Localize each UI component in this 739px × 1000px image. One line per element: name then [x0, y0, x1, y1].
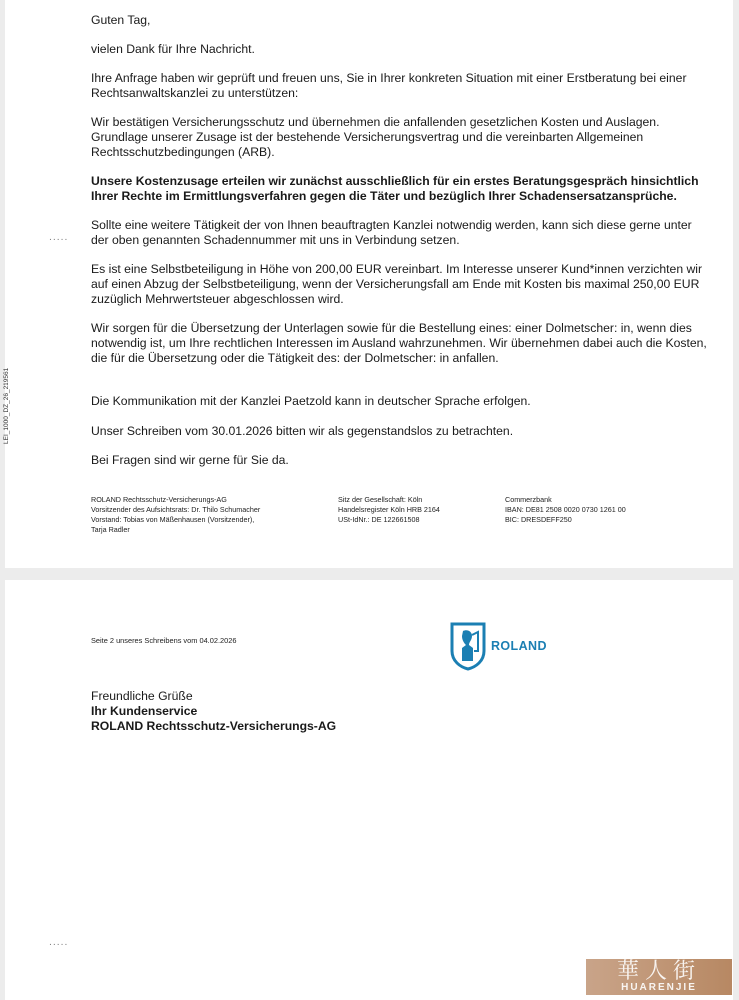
closing-text: Freundliche Grüße — [91, 689, 193, 703]
footer-registry — [338, 495, 440, 525]
greeting: Guten Tag, — [91, 13, 151, 27]
footer-bank-line: IBAN: DE81 2508 0020 0730 1261 00 — [505, 505, 626, 514]
footer-registry-line: Handelsregister Köln HRB 2164 — [338, 505, 440, 514]
cost-commitment-paragraph: Unsere Kostenzusage erteilen wir zunächst ausschließlich für ein erstes Beratungsgespräch hinsichtlich Ihrer Rechte im Ermittlungsverfahren gegen die Täter und bezüglich Ihrer Schadensersatzansprüche. — [91, 174, 699, 204]
footer-registry-line: USt-IdNr.: DE 122661508 — [338, 515, 420, 524]
document-code: LEI_1000_DZ_26_219561 — [3, 367, 10, 444]
letter-page-2 — [5, 580, 733, 1000]
footer-company-line: Vorstand: Tobias von Mäßenhausen (Vorsitzender), — [91, 515, 255, 524]
footer-company-line: Tarja Radler — [91, 525, 130, 534]
footer-company — [91, 495, 260, 535]
request-paragraph: Ihre Anfrage haben wir geprüft und freuen uns, Sie in Ihrer konkreten Situation mit einer Erstberatung bei einer Rechtsanwaltskanzlei zu unterstützen: — [91, 71, 687, 101]
thanks-paragraph: vielen Dank für Ihre Nachricht. — [91, 42, 255, 56]
footer-bank — [505, 495, 626, 525]
signature-company: ROLAND Rechtsschutz-Versicherungs-AG — [91, 719, 337, 734]
roland-logo — [449, 621, 547, 671]
footer-bank-line: Commerzbank — [505, 495, 552, 504]
footer-company-line: Vorsitzender des Aufsichtsrats: Dr. Thilo Schumacher — [91, 505, 261, 514]
signature-block — [91, 689, 336, 735]
deductible-paragraph: Es ist eine Selbstbeteiligung in Höhe von 200,00 EUR vereinbart. Im Interesse unserer Kund*innen verzichten wir auf einen Abzug der Selbstbeteiligung, wenn der Versicherungsfall am Ende mit Kosten bis maximal 250,00 EUR zuzüglich Mehrwertsteuer abgeschlossen wird. — [91, 262, 703, 307]
watermark-chinese: 華人街 — [616, 959, 701, 984]
footer-company-line: ROLAND Rechtsschutz-Versicherungs-AG — [91, 495, 227, 504]
letter-page-1 — [5, 0, 733, 568]
fold-mark: ..... — [49, 233, 69, 243]
huarenjie-watermark — [586, 959, 732, 995]
footer-bank-line: BIC: DRESDEFF250 — [505, 515, 572, 524]
previous-letter-paragraph: Unser Schreiben vom 30.01.2026 bitten wir als gegenstandslos zu betrachten. — [91, 424, 514, 438]
fold-mark: ..... — [49, 938, 69, 948]
logo-text: ROLAND — [491, 639, 547, 653]
watermark-latin: HUARENJIE — [621, 982, 697, 993]
footer-registry-line: Sitz der Gesellschaft: Köln — [338, 495, 423, 504]
coverage-paragraph: Wir bestätigen Versicherungsschutz und übernehmen die anfallenden gesetzlichen Kosten und Auslagen. Grundlage unserer Zusage ist der bestehende Versicherungsvertrag und die vereinbarten Allgemeinen Rechtsschutzbedingungen (ARB). — [91, 115, 660, 160]
further-activity-paragraph: Sollte eine weitere Tätigkeit der von Ihnen beauftragten Kanzlei notwendig werden, kann sich diese gerne unter der oben genannten Schadennummer mit uns in Verbindung setzen. — [91, 218, 692, 248]
questions-paragraph: Bei Fragen sind wir gerne für Sie da. — [91, 453, 289, 467]
roland-shield-icon — [449, 621, 487, 671]
page-reference: Seite 2 unseres Schreibens vom 04.02.2026 — [91, 636, 237, 645]
signature-department: Ihr Kundenservice — [91, 704, 198, 719]
communication-paragraph: Die Kommunikation mit der Kanzlei Paetzold kann in deutscher Sprache erfolgen. — [91, 394, 531, 408]
translation-paragraph: Wir sorgen für die Übersetzung der Unterlagen sowie für die Bestellung eines: einer Dolmetscher: in, wenn dies notwendig ist, um Ihre rechtlichen Interessen im Ausland wahrzunehmen. Wir übernehmen dabei auch die Kosten, die für die Übersetzung oder die Tätigkeit des: der Dolmetscher: in anfallen. — [91, 321, 707, 366]
